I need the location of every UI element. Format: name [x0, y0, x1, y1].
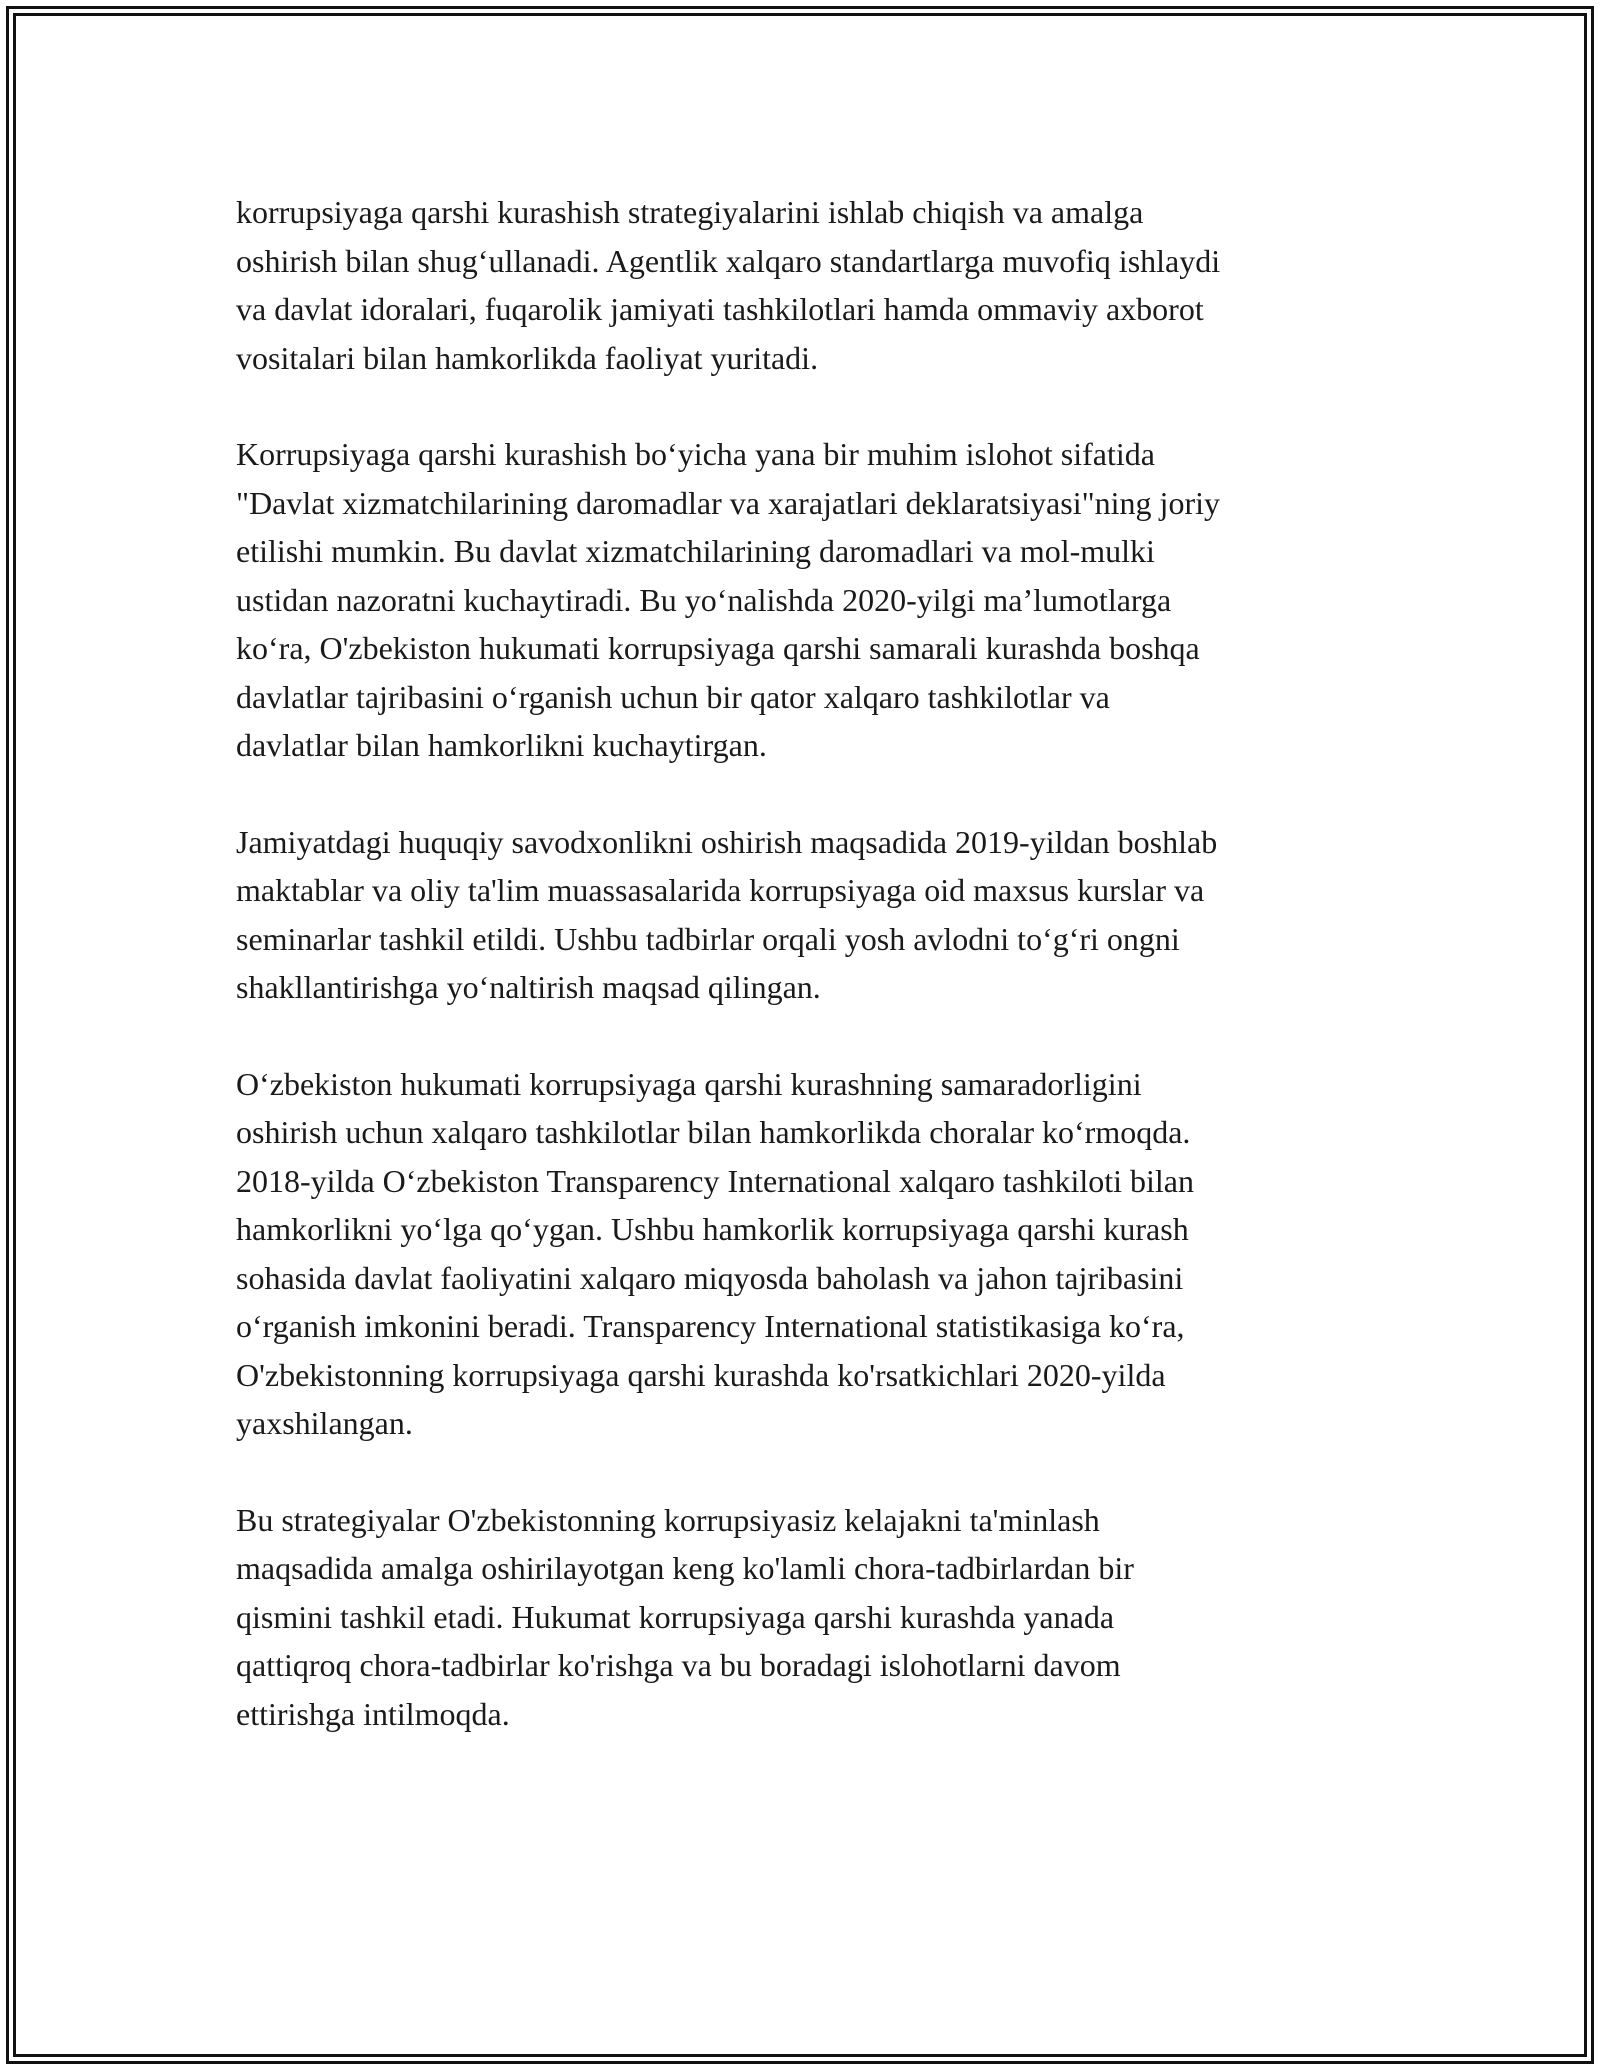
paragraph-5: Bu strategiyalar O'zbekistonning korrupsiyasiz kelajakni ta'minlash maqsadida amalga oshirilayotgan keng ko'lamli chora-tadbirlardan bir qismini tashkil etadi. Hukumat korrupsiyaga qarshi kurashda yanada qattiqroq chora-tadbirlar ko'rishga va bu boradagi islohotlarni davom ettirishga intilmoqda. [236, 1501, 1134, 1732]
paragraph-1: korrupsiyaga qarshi kurashish strategiyalarini ishlab chiqish va amalga oshirish bilan shug‘ullanadi. Agentlik xalqaro standartlarga muvofiq ishlaydi va davlat idoralari, fuqarolik jamiyati tashkilotlari hamda ommaviy axborot vositalari bilan hamkorlikda faoliyat yuritadi. [236, 194, 1221, 376]
paragraph-2: Korrupsiyaga qarshi kurashish bo‘yicha yana bir muhim islohot sifatida "Davlat xizmatchilarining daromadlar va xarajatlari deklaratsiyasi"ning joriy etilishi mumkin. Bu davlat xizmatchilarining daromadlari va mol-mulki ustidan nazoratni kuchaytiradi. Bu yo‘nalishda 2020-yilgi ma’lumotlarga ko‘ra, O'zbekiston hukumati korrupsiyaga qarshi samarali kurashda boshqa davlatlar tajribasini o‘rganish uchun bir qator xalqaro tashkilotlar va davlatlar bilan hamkorlikni kuchaytirgan. [236, 436, 1220, 763]
paragraph-3: Jamiyatdagi huquqiy savodxonlikni oshirish maqsadida 2019-yildan boshlab maktablar va oliy ta'lim muassasalarida korrupsiyaga oid maxsus kurslar va seminarlar tashkil etildi. Ushbu tadbirlar orqali yosh avlodni to‘g‘ri ongni shakllantirishga yo‘naltirish maqsad qilingan. [236, 823, 1218, 1005]
paragraph-4: O‘zbekiston hukumati korrupsiyaga qarshi kurashning samaradorligini oshirish uchun xalqaro tashkilotlar bilan hamkorlikda choralar ko‘rmoqda. 2018-yilda O‘zbekiston Transparency International xalqaro tashkiloti bilan hamkorlikni yo‘lga qo‘ygan. Ushbu hamkorlik korrupsiyaga qarshi kurash sohasida davlat faoliyatini xalqaro miqyosda baholash va jahon tajribasini o‘rganish imkonini beradi. Transparency International statistikasiga ko‘ra, O'zbekistonning korrupsiyaga qarshi kurashda ko'rsatkichlari 2020-yilda yaxshilangan. [236, 1065, 1194, 1441]
document-body [236, 188, 1376, 1786]
